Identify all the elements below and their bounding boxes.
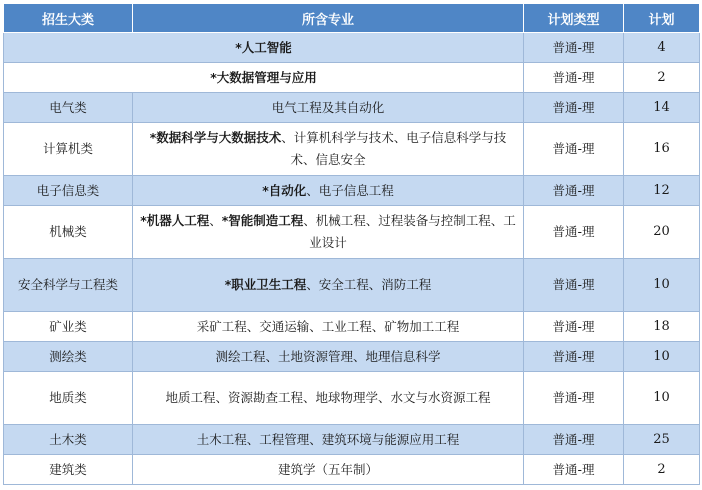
major-text: 地质工程、资源勘查工程、地球物理学、水文与水资源工程 bbox=[165, 390, 491, 405]
table-row bbox=[4, 176, 700, 206]
plan-count-cell: 25 bbox=[624, 425, 700, 455]
major-text: 、安全工程、消防工程 bbox=[306, 277, 432, 292]
major-text: 土木工程、工程管理、建筑环境与能源应用工程 bbox=[196, 431, 460, 447]
category-cell: 地质类 bbox=[4, 372, 133, 425]
plan-type-cell: 普通-理 bbox=[524, 123, 624, 176]
table-row bbox=[4, 93, 700, 123]
major-text: 测绘工程、土地资源管理、地理信息科学 bbox=[215, 348, 441, 364]
plan-type-cell: 普通-理 bbox=[524, 372, 624, 425]
major-cell bbox=[133, 93, 524, 123]
plan-type-cell: 普通-理 bbox=[524, 63, 624, 93]
plan-count-cell: 10 bbox=[624, 259, 700, 312]
major-text: 采矿工程、交通运输、工业工程、矿物加工工程 bbox=[196, 318, 460, 334]
major-text: 、机械工程、过程装备与控制工程、工业设计 bbox=[303, 213, 516, 250]
table-body bbox=[4, 33, 700, 485]
plan-count-cell: 10 bbox=[624, 342, 700, 372]
header-majors: 所含专业 bbox=[133, 4, 524, 33]
plan-count-cell: 12 bbox=[624, 176, 700, 206]
category-cell: 安全科学与工程类 bbox=[4, 259, 133, 312]
major-text: *自动化 bbox=[262, 182, 307, 198]
major-text: *人工智能 bbox=[235, 39, 292, 55]
plan-type-cell: 普通-理 bbox=[524, 33, 624, 63]
major-cell bbox=[133, 342, 524, 372]
major-text: 电气工程及其自动化 bbox=[271, 99, 385, 115]
table-row bbox=[4, 342, 700, 372]
major-text: *机器人工程 bbox=[140, 213, 210, 228]
major-text: *大数据管理与应用 bbox=[210, 69, 317, 85]
table-row bbox=[4, 33, 700, 63]
category-cell: 土木类 bbox=[4, 425, 133, 455]
major-cell bbox=[133, 312, 524, 342]
header-plan-type: 计划类型 bbox=[524, 4, 624, 33]
plan-type-cell: 普通-理 bbox=[524, 312, 624, 342]
plan-count-cell: 2 bbox=[624, 63, 700, 93]
plan-type-cell: 普通-理 bbox=[524, 176, 624, 206]
major-cell bbox=[133, 455, 524, 485]
plan-type-cell: 普通-理 bbox=[524, 259, 624, 312]
major-text: 建筑学（五年制） bbox=[277, 461, 378, 477]
category-cell: 计算机类 bbox=[4, 123, 133, 176]
major-cell bbox=[133, 206, 524, 259]
major-cell bbox=[4, 33, 524, 63]
table-row bbox=[4, 425, 700, 455]
table-row bbox=[4, 259, 700, 312]
plan-type-cell: 普通-理 bbox=[524, 206, 624, 259]
category-cell: 矿业类 bbox=[4, 312, 133, 342]
category-cell: 电子信息类 bbox=[4, 176, 133, 206]
plan-count-cell: 10 bbox=[624, 372, 700, 425]
plan-count-cell: 20 bbox=[624, 206, 700, 259]
category-cell: 机械类 bbox=[4, 206, 133, 259]
plan-type-cell: 普通-理 bbox=[524, 425, 624, 455]
major-text: 、计算机科学与技术、电子信息科学与技术、信息安全 bbox=[281, 130, 507, 167]
major-cell bbox=[133, 259, 524, 312]
table-row bbox=[4, 206, 700, 259]
header-row bbox=[4, 4, 700, 33]
plan-type-cell: 普通-理 bbox=[524, 455, 624, 485]
major-cell bbox=[133, 176, 524, 206]
header-category: 招生大类 bbox=[4, 4, 133, 33]
major-text: *数据科学与大数据技术 bbox=[149, 130, 282, 145]
plan-count-cell: 14 bbox=[624, 93, 700, 123]
plan-type-cell: 普通-理 bbox=[524, 93, 624, 123]
major-text: *智能制造工程 bbox=[221, 213, 304, 228]
table-row bbox=[4, 312, 700, 342]
major-cell bbox=[133, 123, 524, 176]
plan-count-cell: 16 bbox=[624, 123, 700, 176]
admission-plan-table bbox=[3, 3, 700, 485]
plan-count-cell: 2 bbox=[624, 455, 700, 485]
table-row bbox=[4, 63, 700, 93]
category-cell: 建筑类 bbox=[4, 455, 133, 485]
header-plan: 计划 bbox=[624, 4, 700, 33]
table-row bbox=[4, 455, 700, 485]
major-cell bbox=[4, 63, 524, 93]
plan-type-cell: 普通-理 bbox=[524, 342, 624, 372]
category-cell: 测绘类 bbox=[4, 342, 133, 372]
table-row bbox=[4, 123, 700, 176]
major-text: *职业卫生工程 bbox=[224, 277, 307, 292]
plan-count-cell: 4 bbox=[624, 33, 700, 63]
major-text: 、 bbox=[209, 213, 222, 228]
plan-count-cell: 18 bbox=[624, 312, 700, 342]
major-text: 、电子信息工程 bbox=[306, 182, 394, 198]
major-cell bbox=[133, 425, 524, 455]
major-cell bbox=[133, 372, 524, 425]
table-row bbox=[4, 372, 700, 425]
category-cell: 电气类 bbox=[4, 93, 133, 123]
